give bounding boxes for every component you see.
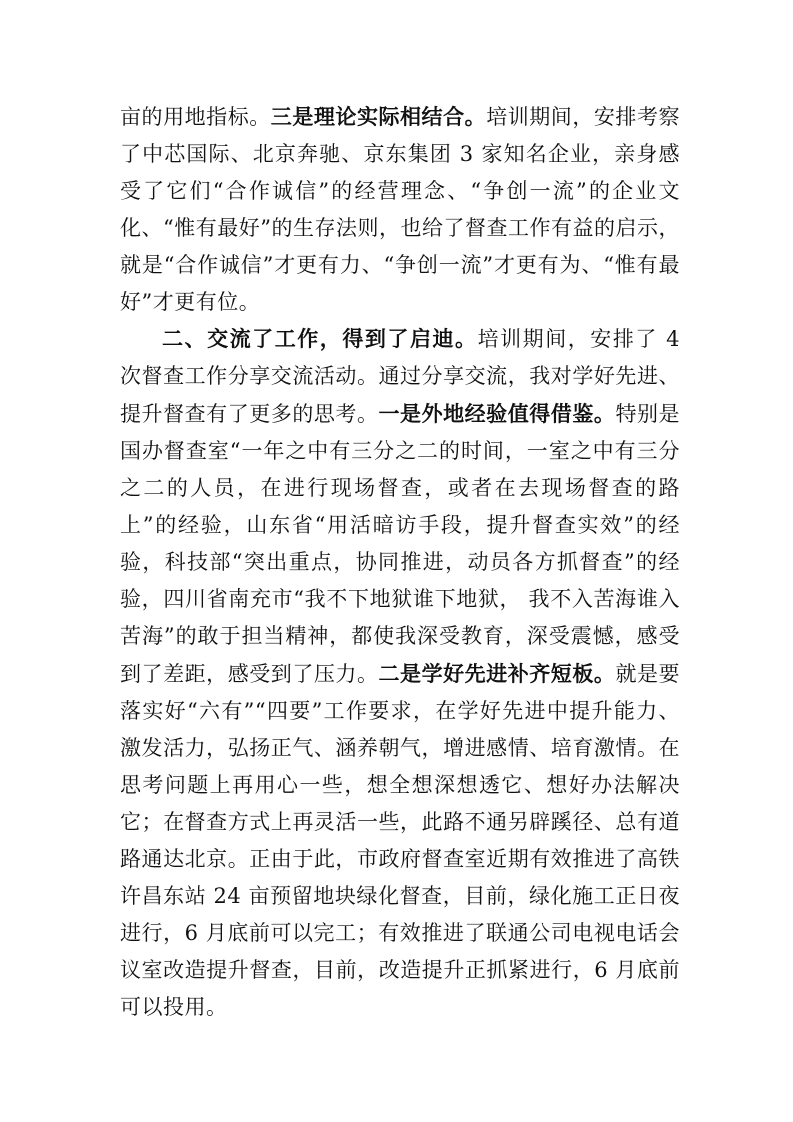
paragraph-2-text-b: 特别是国办督查室“一年之中有三分之二的时间，一室之中有三分之二的人员，在进行现场督查，或者在去现场督查的路上”的经验，山东省“用活暗访手段，提升督查实效”的经验，科技部“突出重点，协同推进，动员各方抓督查”的经验，四川省南充市“我不下地狱谁下地狱， 我不入苦海谁入苦海”的敢于担当精神，都使我深受教育，深受震憾，感受到了差距，感受到了压力。 <box>120 402 681 686</box>
paragraph-2-text-a: 培训期间，安排了 4 次督查工作分享交流活动。通过分享交流，我对学好先进、提升督查有了更多的思考。 <box>120 327 681 426</box>
point-three-heading: 三是理论实际相结合。 <box>270 104 487 129</box>
document-body <box>120 98 680 1026</box>
paragraph-1 <box>120 98 680 321</box>
paragraph-2 <box>120 321 680 1026</box>
paragraph-1-text-b: 培训期间，安排考察了中芯国际、北京奔驰、京东集团 3 家知名企业，亲身感受了它们“合作诚信”的经营理念、“争创一流”的企业文化、“惟有最好”的生存法则，也给了督查工作有益的启示，就是“合作诚信”才更有力、“争创一流”才更有为、“惟有最好”才更有位。 <box>120 105 681 314</box>
point-one-heading: 一是外地经验值得借鉴。 <box>378 401 616 426</box>
paragraph-2-text-c: 就是要落实好“六有”“四要”工作要求，在学好先进中提升能力、激发活力，弘扬正气、涵养朝气，增进感情、培育激情。在思考问题上再用心一些，想全想深想透它、想好办法解决它；在督查方式上再灵活一些，此路不通另辟蹊径、总有道路通达北京。正由于此，市政府督查室近期有效推进了高铁许昌东站 24 亩预留地块绿化督查，目前，绿化施工正日夜进行，6 月底前可以完工；有效推进了联通公司电视电话会议室改造提升督查，目前，改造提升正抓紧进行，6 月底前可以投用。 <box>120 662 681 1019</box>
point-two-heading: 二是学好先进补齐短板。 <box>378 661 616 686</box>
paragraph-1-text-a: 亩的用地指标。 <box>120 105 271 129</box>
section-two-heading: 二、交流了工作，得到了启迪。 <box>162 327 478 351</box>
